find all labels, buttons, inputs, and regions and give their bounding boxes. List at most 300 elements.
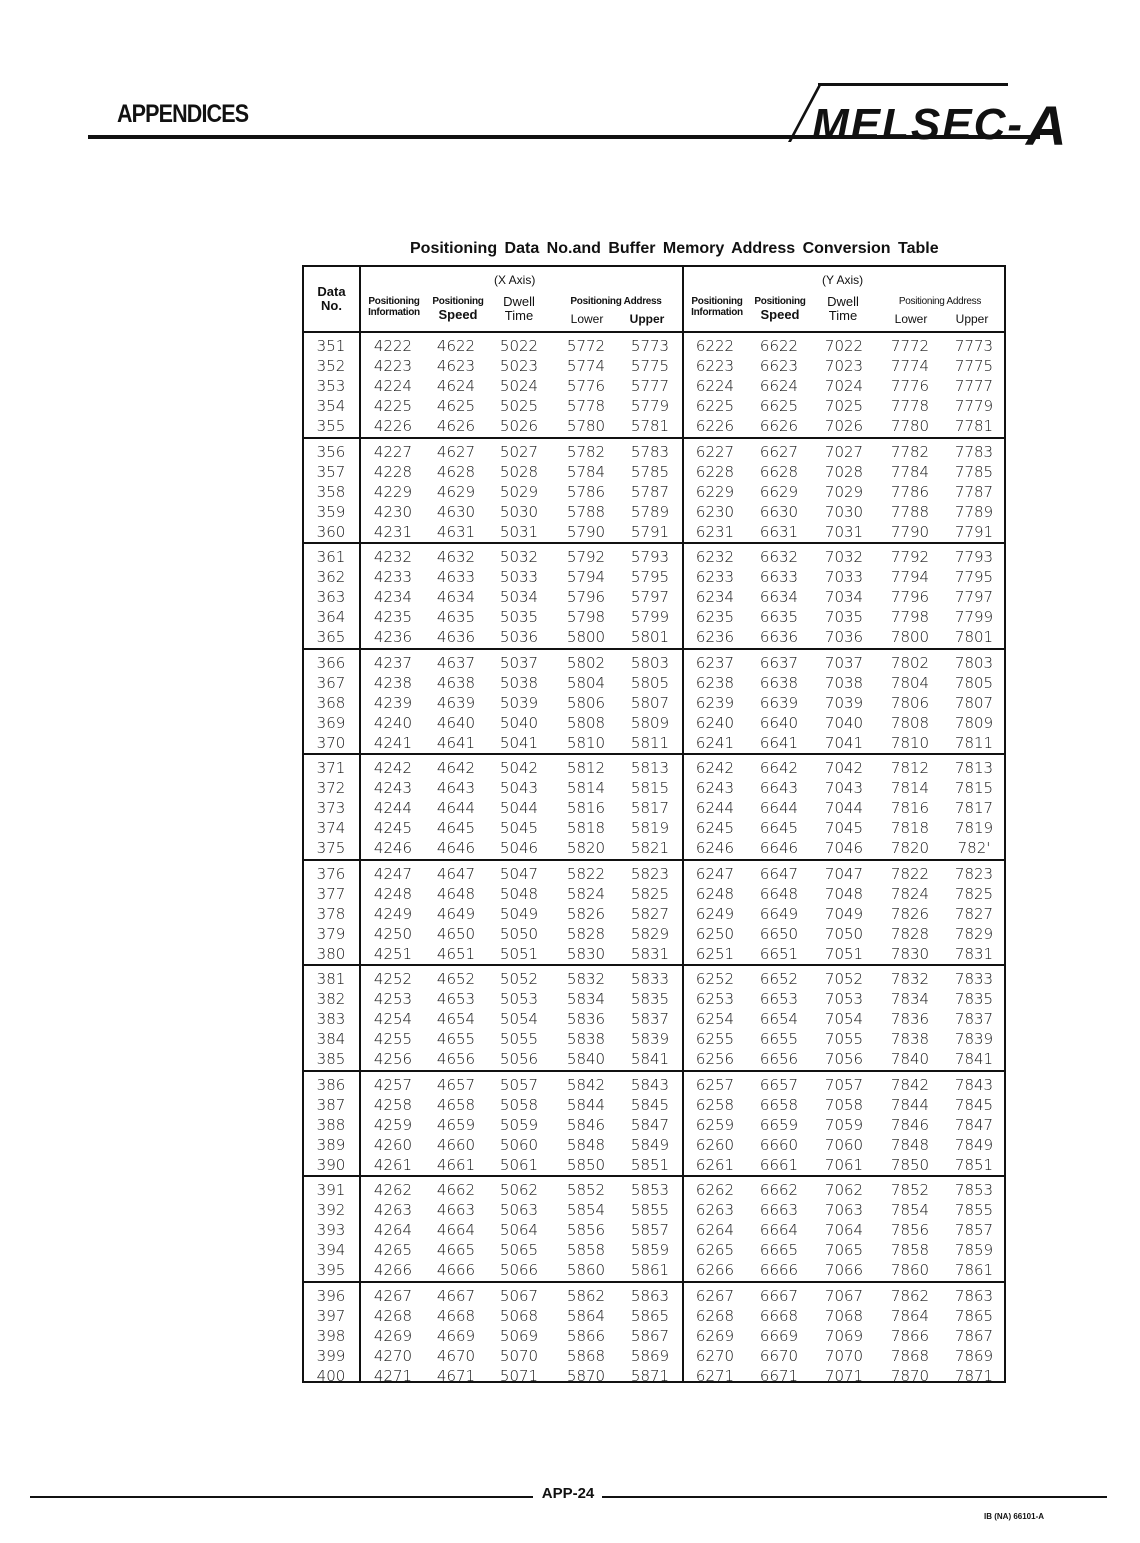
header-y-pos-addr: Positioning Address — [898, 296, 982, 307]
address-cell: 7816 — [890, 799, 930, 818]
address-cell: 4247 — [373, 864, 413, 883]
address-cell: 5842 — [566, 1075, 606, 1094]
address-cell: 4262 — [373, 1181, 413, 1199]
address-cell: 6266 — [695, 1261, 735, 1280]
address-cell: 5025 — [499, 397, 539, 416]
address-cell: 4261 — [373, 1155, 413, 1174]
header-x-upper: Upper — [629, 312, 665, 326]
address-cell: 4236 — [373, 628, 413, 647]
table-row — [304, 838, 1004, 858]
address-cell: 7047 — [824, 864, 864, 883]
address-cell: 4655 — [436, 1030, 476, 1049]
address-cell: 6242 — [695, 759, 735, 777]
address-cell: 4256 — [373, 1050, 413, 1069]
address-cell: 6668 — [759, 1306, 799, 1325]
data-no-cell: 385 — [316, 1050, 346, 1069]
address-cell: 6669 — [759, 1326, 799, 1345]
data-no-cell: 351 — [316, 337, 346, 355]
header-y-lower: Lower — [894, 312, 928, 326]
table-row — [304, 969, 1004, 989]
address-cell: 6636 — [759, 628, 799, 647]
address-cell: 7045 — [824, 819, 864, 838]
address-cell: 7793 — [954, 548, 994, 566]
address-cell: 7837 — [954, 1010, 994, 1029]
address-cell: 6271 — [695, 1366, 735, 1385]
address-cell: 7825 — [954, 884, 994, 903]
table-row — [304, 944, 1004, 964]
header-y-pos-info — [686, 297, 748, 318]
address-cell: 4658 — [436, 1095, 476, 1114]
address-cell: 4267 — [373, 1286, 413, 1305]
address-cell: 5813 — [630, 759, 670, 777]
address-cell: 4634 — [436, 588, 476, 607]
address-cell: 5779 — [630, 397, 670, 416]
address-cell: 4633 — [436, 568, 476, 587]
address-cell: 6228 — [695, 462, 735, 481]
address-cell: 5827 — [630, 904, 670, 923]
address-cell: 6629 — [759, 482, 799, 501]
data-no-cell: 372 — [316, 779, 346, 798]
address-cell: 7850 — [890, 1155, 930, 1174]
address-cell: 7835 — [954, 990, 994, 1009]
address-cell: 7060 — [824, 1135, 864, 1154]
address-cell: 5029 — [499, 482, 539, 501]
address-cell: 6248 — [695, 884, 735, 903]
group-divider — [304, 437, 1004, 439]
address-cell: 4234 — [373, 588, 413, 607]
address-cell: 5826 — [566, 904, 606, 923]
address-cell: 4647 — [436, 864, 476, 883]
address-cell: 5841 — [630, 1050, 670, 1069]
group-divider — [304, 542, 1004, 544]
table-row — [304, 778, 1004, 798]
data-no-cell: 358 — [316, 482, 346, 501]
address-cell: 6232 — [695, 548, 735, 566]
address-cell: 7067 — [824, 1286, 864, 1305]
address-cell: 4225 — [373, 397, 413, 416]
address-cell: 5056 — [499, 1050, 539, 1069]
address-cell: 6238 — [695, 673, 735, 692]
data-no-cell: 353 — [316, 377, 346, 396]
address-cell: 5050 — [499, 924, 539, 943]
header-rule-bottom — [304, 331, 1004, 333]
address-cell: 7049 — [824, 904, 864, 923]
address-cell: 4259 — [373, 1115, 413, 1134]
address-cell: 4269 — [373, 1326, 413, 1345]
address-cell: 4638 — [436, 673, 476, 692]
data-no-cell: 352 — [316, 357, 346, 376]
address-cell: 5836 — [566, 1010, 606, 1029]
data-no-cell: 379 — [316, 924, 346, 943]
address-cell: 7802 — [890, 653, 930, 672]
address-cell: 5862 — [566, 1286, 606, 1305]
data-no-cell: 354 — [316, 397, 346, 416]
address-cell: 5852 — [566, 1181, 606, 1199]
document-reference: IB (NA) 66101-A — [984, 1512, 1045, 1521]
address-cell: 5832 — [566, 970, 606, 988]
address-cell: 5828 — [566, 924, 606, 943]
address-cell: 7778 — [890, 397, 930, 416]
address-cell: 7803 — [954, 653, 994, 672]
address-cell: 6659 — [759, 1115, 799, 1134]
data-no-cell: 375 — [316, 839, 346, 858]
address-cell: 6633 — [759, 568, 799, 587]
header-y-dwell-line2: Time — [828, 307, 858, 323]
address-cell: 6660 — [759, 1135, 799, 1154]
address-cell: 5791 — [630, 522, 670, 541]
address-cell: 4642 — [436, 759, 476, 777]
address-cell: 5035 — [499, 608, 539, 627]
data-no-cell: 376 — [316, 864, 346, 883]
address-cell: 7865 — [954, 1306, 994, 1325]
address-cell: 6645 — [759, 819, 799, 838]
address-cell: 7056 — [824, 1050, 864, 1069]
address-cell: 4649 — [436, 904, 476, 923]
address-cell: 6260 — [695, 1135, 735, 1154]
data-no-cell: 363 — [316, 588, 346, 607]
address-cell: 6230 — [695, 502, 735, 521]
address-cell: 7026 — [824, 417, 864, 436]
data-no-cell: 394 — [316, 1241, 346, 1260]
address-cell: 4258 — [373, 1095, 413, 1114]
address-cell: 7028 — [824, 462, 864, 481]
brand-logo-suffix: A — [1026, 94, 1069, 157]
address-cell: 5052 — [499, 970, 539, 988]
header-x-axis: (X Axis) — [494, 273, 536, 287]
group-divider — [304, 1175, 1004, 1177]
address-cell: 7863 — [954, 1286, 994, 1305]
data-no-cell: 355 — [316, 417, 346, 436]
address-cell: 6634 — [759, 588, 799, 607]
header-y-pos-speed-line1: Positioning — [754, 296, 806, 307]
address-cell: 7857 — [954, 1221, 994, 1240]
address-cell: 6661 — [759, 1155, 799, 1174]
address-cell: 5811 — [630, 733, 670, 752]
address-cell: 4631 — [436, 522, 476, 541]
address-cell: 4668 — [436, 1306, 476, 1325]
address-cell: 7844 — [890, 1095, 930, 1114]
table-row — [304, 1346, 1004, 1366]
address-cell: 5868 — [566, 1346, 606, 1365]
table-row — [304, 522, 1004, 542]
address-cell: 7781 — [954, 417, 994, 436]
table-row — [304, 1135, 1004, 1155]
address-cell: 5023 — [499, 357, 539, 376]
address-cell: 4232 — [373, 548, 413, 566]
address-cell: 4226 — [373, 417, 413, 436]
address-cell: 5060 — [499, 1135, 539, 1154]
address-cell: 4233 — [373, 568, 413, 587]
address-cell: 5869 — [630, 1346, 670, 1365]
table-row — [304, 673, 1004, 693]
table-row — [304, 567, 1004, 587]
address-cell: 5065 — [499, 1241, 539, 1260]
address-cell: 7790 — [890, 522, 930, 541]
address-cell: 5063 — [499, 1201, 539, 1220]
address-cell: 4238 — [373, 673, 413, 692]
address-cell: 5848 — [566, 1135, 606, 1154]
header-rule — [88, 135, 808, 139]
address-cell: 4250 — [373, 924, 413, 943]
table-row — [304, 1220, 1004, 1240]
address-cell: 5856 — [566, 1221, 606, 1240]
table-row — [304, 396, 1004, 416]
address-cell: 7035 — [824, 608, 864, 627]
address-cell: 4237 — [373, 653, 413, 672]
address-cell: 5027 — [499, 442, 539, 461]
address-cell: 7849 — [954, 1135, 994, 1154]
address-cell: 4263 — [373, 1201, 413, 1220]
address-cell: 5866 — [566, 1326, 606, 1345]
header-y-pos-speed-line2: Speed — [760, 306, 800, 322]
address-cell: 7064 — [824, 1221, 864, 1240]
address-cell: 7845 — [954, 1095, 994, 1114]
address-cell: 7846 — [890, 1115, 930, 1134]
address-cell: 4664 — [436, 1221, 476, 1240]
address-cell: 7061 — [824, 1155, 864, 1174]
data-no-cell: 388 — [316, 1115, 346, 1134]
address-cell: 7022 — [824, 337, 864, 355]
table-row — [304, 1326, 1004, 1346]
data-no-cell: 374 — [316, 819, 346, 838]
address-cell: 7860 — [890, 1261, 930, 1280]
group-divider — [304, 859, 1004, 861]
header-y-dwell — [818, 295, 868, 322]
header-y-dwell-line1: Dwell — [827, 294, 859, 309]
address-cell: 7046 — [824, 839, 864, 858]
address-cell: 5802 — [566, 653, 606, 672]
address-cell: 4650 — [436, 924, 476, 943]
address-cell: 4654 — [436, 1010, 476, 1029]
address-cell: 7023 — [824, 357, 864, 376]
address-cell: 5786 — [566, 482, 606, 501]
address-cell: 6638 — [759, 673, 799, 692]
address-cell: 4671 — [436, 1366, 476, 1385]
header-y-pos-speed — [748, 297, 812, 321]
address-cell: 5031 — [499, 522, 539, 541]
table-row — [304, 884, 1004, 904]
address-cell: 5038 — [499, 673, 539, 692]
address-cell: 7869 — [954, 1346, 994, 1365]
data-no-cell: 364 — [316, 608, 346, 627]
address-cell: 7787 — [954, 482, 994, 501]
address-cell: 4623 — [436, 357, 476, 376]
address-cell: 7788 — [890, 502, 930, 521]
address-cell: 6224 — [695, 377, 735, 396]
table-row — [304, 924, 1004, 944]
address-cell: 4661 — [436, 1155, 476, 1174]
table-row — [304, 798, 1004, 818]
table-row — [304, 1286, 1004, 1306]
address-cell: 7059 — [824, 1115, 864, 1134]
address-cell: 5776 — [566, 377, 606, 396]
address-cell: 4265 — [373, 1241, 413, 1260]
address-cell: 6258 — [695, 1095, 735, 1114]
address-cell: 6262 — [695, 1181, 735, 1199]
address-cell: 7861 — [954, 1261, 994, 1280]
address-cell: 7789 — [954, 502, 994, 521]
address-cell: 7847 — [954, 1115, 994, 1134]
address-cell: 5793 — [630, 548, 670, 566]
address-cell: 5032 — [499, 548, 539, 566]
address-cell: 5819 — [630, 819, 670, 838]
address-cell: 7784 — [890, 462, 930, 481]
address-cell: 7795 — [954, 568, 994, 587]
table-row — [304, 1095, 1004, 1115]
address-cell: 5844 — [566, 1095, 606, 1114]
address-cell: 6246 — [695, 839, 735, 858]
table-row — [304, 989, 1004, 1009]
address-cell: 5047 — [499, 864, 539, 883]
address-cell: 7806 — [890, 693, 930, 712]
data-no-cell: 399 — [316, 1346, 346, 1365]
address-cell: 4271 — [373, 1366, 413, 1385]
address-cell: 5024 — [499, 377, 539, 396]
address-cell: 6250 — [695, 924, 735, 943]
address-cell: 7818 — [890, 819, 930, 838]
section-title: APPENDICES — [117, 100, 249, 128]
address-cell: 4645 — [436, 819, 476, 838]
address-cell: 6226 — [695, 417, 735, 436]
address-cell: 7027 — [824, 442, 864, 461]
address-cell: 4627 — [436, 442, 476, 461]
address-cell: 4227 — [373, 442, 413, 461]
address-cell: 4245 — [373, 819, 413, 838]
page-number: APP-24 — [541, 1485, 595, 1502]
table-row — [304, 1260, 1004, 1280]
address-cell: 7779 — [954, 397, 994, 416]
address-cell: 4249 — [373, 904, 413, 923]
table-row — [304, 607, 1004, 627]
address-cell: 5818 — [566, 819, 606, 838]
address-cell: 7843 — [954, 1075, 994, 1094]
address-cell: 4666 — [436, 1261, 476, 1280]
table-title: Positioning Data No.and Buffer Memory Address Conversion Table — [410, 240, 939, 257]
table-row — [304, 462, 1004, 482]
address-cell: 6225 — [695, 397, 735, 416]
data-no-cell: 378 — [316, 904, 346, 923]
address-cell: 6652 — [759, 970, 799, 988]
address-cell: 7853 — [954, 1181, 994, 1199]
brand-top-rule — [818, 83, 1008, 86]
address-cell: 4264 — [373, 1221, 413, 1240]
address-cell: 7794 — [890, 568, 930, 587]
header-x-pos-speed-line2: Speed — [438, 306, 478, 322]
table-row — [304, 1306, 1004, 1326]
address-cell: 5853 — [630, 1181, 670, 1199]
address-cell: 5865 — [630, 1306, 670, 1325]
address-cell: 5064 — [499, 1221, 539, 1240]
address-cell: 4632 — [436, 548, 476, 566]
data-no-cell: 382 — [316, 990, 346, 1009]
address-cell: 5867 — [630, 1326, 670, 1345]
address-cell: 5806 — [566, 693, 606, 712]
address-cell: 5814 — [566, 779, 606, 798]
address-cell: 5044 — [499, 799, 539, 818]
address-cell: 5871 — [630, 1366, 670, 1385]
address-cell: 5066 — [499, 1261, 539, 1280]
group-divider — [304, 1070, 1004, 1072]
address-cell: 5780 — [566, 417, 606, 436]
address-cell: 5794 — [566, 568, 606, 587]
address-cell: 5062 — [499, 1181, 539, 1199]
address-cell: 7052 — [824, 970, 864, 988]
header-x-pos-info-line2: Information — [368, 306, 420, 318]
address-cell: 7055 — [824, 1030, 864, 1049]
address-cell: 7826 — [890, 904, 930, 923]
address-cell: 7051 — [824, 944, 864, 963]
address-cell: 7830 — [890, 944, 930, 963]
address-cell: 5781 — [630, 417, 670, 436]
address-cell: 5034 — [499, 588, 539, 607]
address-cell: 4222 — [373, 337, 413, 355]
address-cell: 6653 — [759, 990, 799, 1009]
address-cell: 7817 — [954, 799, 994, 818]
data-no-cell: 356 — [316, 442, 346, 461]
header-x-dwell-line1: Dwell — [503, 294, 535, 309]
address-cell: 6252 — [695, 970, 735, 988]
address-cell: 7043 — [824, 779, 864, 798]
address-cell: 6628 — [759, 462, 799, 481]
address-cell: 7796 — [890, 588, 930, 607]
address-cell: 4646 — [436, 839, 476, 858]
data-no-cell: 389 — [316, 1135, 346, 1154]
address-cell: 5870 — [566, 1366, 606, 1385]
address-cell: 5847 — [630, 1115, 670, 1134]
address-cell: 6623 — [759, 357, 799, 376]
address-cell: 6632 — [759, 548, 799, 566]
table-row — [304, 818, 1004, 838]
address-cell: 7791 — [954, 522, 994, 541]
data-no-cell: 362 — [316, 568, 346, 587]
table-row — [304, 416, 1004, 436]
address-cell: 6624 — [759, 377, 799, 396]
header-y-pos-info-line1: Positioning — [691, 296, 743, 307]
address-cell: 6647 — [759, 864, 799, 883]
data-no-cell: 398 — [316, 1326, 346, 1345]
address-cell: 6670 — [759, 1346, 799, 1365]
address-cell: 7836 — [890, 1010, 930, 1029]
address-cell: 5820 — [566, 839, 606, 858]
address-cell: 7800 — [890, 628, 930, 647]
address-cell: 7819 — [954, 819, 994, 838]
address-cell: 6229 — [695, 482, 735, 501]
address-cell: 5849 — [630, 1135, 670, 1154]
group-divider — [304, 753, 1004, 755]
data-no-cell: 357 — [316, 462, 346, 481]
address-cell: 7859 — [954, 1241, 994, 1260]
address-cell: 5789 — [630, 502, 670, 521]
address-cell: 7786 — [890, 482, 930, 501]
address-cell: 7854 — [890, 1201, 930, 1220]
address-cell: 5851 — [630, 1155, 670, 1174]
table-row — [304, 1075, 1004, 1095]
address-cell: 7834 — [890, 990, 930, 1009]
address-cell: 4266 — [373, 1261, 413, 1280]
address-cell: 7856 — [890, 1221, 930, 1240]
address-cell: 6233 — [695, 568, 735, 587]
address-cell: 6241 — [695, 733, 735, 752]
address-cell: 5845 — [630, 1095, 670, 1114]
address-cell: 4628 — [436, 462, 476, 481]
address-cell: 5843 — [630, 1075, 670, 1094]
address-cell: 4662 — [436, 1181, 476, 1199]
address-cell: 6639 — [759, 693, 799, 712]
address-cell: 5026 — [499, 417, 539, 436]
address-cell: 4224 — [373, 377, 413, 396]
address-cell: 5033 — [499, 568, 539, 587]
data-no-cell: 380 — [316, 944, 346, 963]
